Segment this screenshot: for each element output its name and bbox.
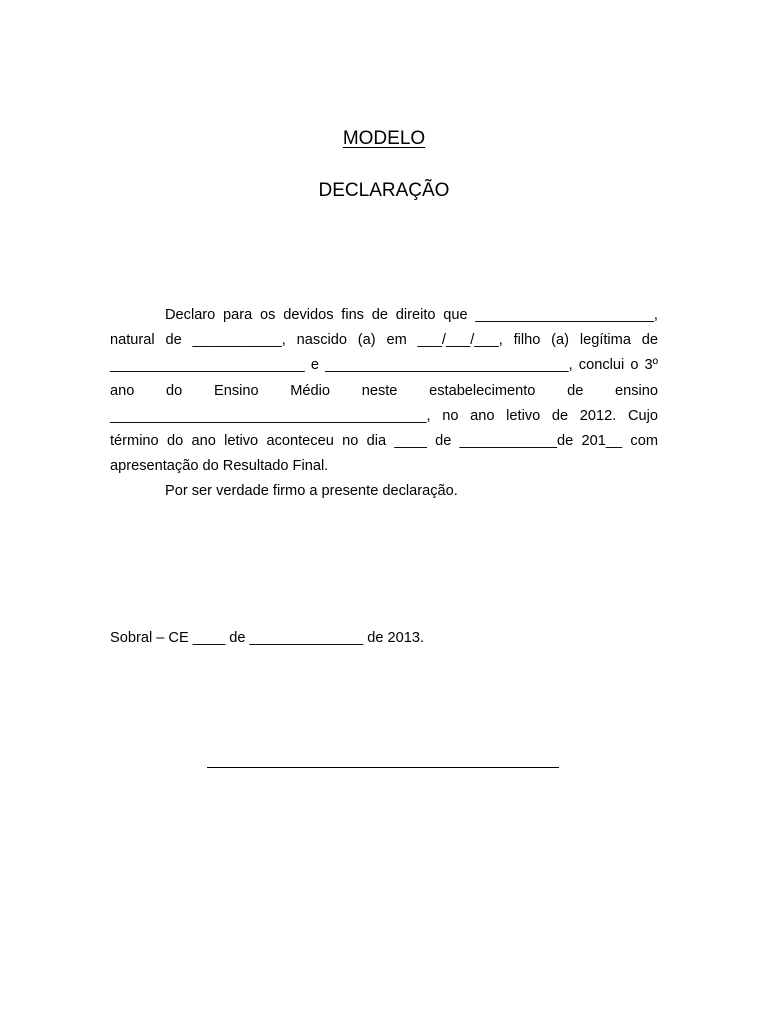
document-subtitle: DECLARAÇÃO xyxy=(318,180,450,201)
document-title: MODELO xyxy=(342,128,426,149)
place-date-line: Sobral – CE ____ de ______________ de 2013. xyxy=(110,630,425,646)
declaration-body xyxy=(110,303,658,505)
closing-paragraph: Por ser verdade firmo a presente declaração. xyxy=(165,483,458,500)
signature-line xyxy=(207,767,559,768)
declaration-paragraph: Declaro para os devidos fins de direito que ______________________, natural de ___________, nascido (a) em ___/___/___, filho (a) legítima de ________________________ e ______________________________, conclui o 3º ano do Ensino Médio neste estabelecimento de ensino _______________________________________, no ano letivo de 2012. Cujo término do ano letivo aconteceu no dia ____ de ____________de 201__ com apresentação do Resultado Final. xyxy=(110,307,658,475)
